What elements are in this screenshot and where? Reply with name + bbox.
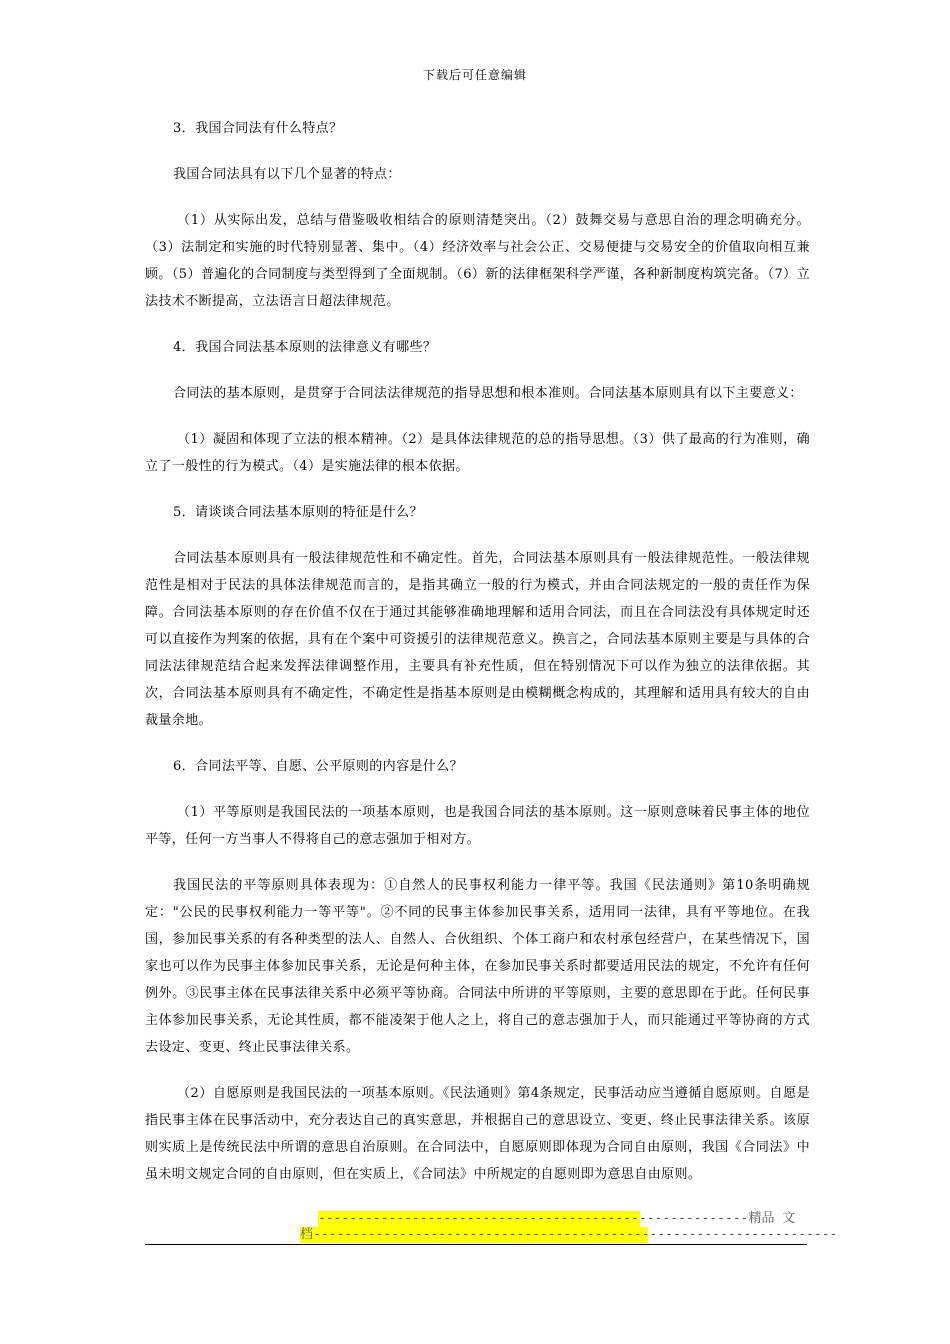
document-body	[145, 115, 810, 1207]
page-header: 下载后可任意编辑	[422, 68, 527, 82]
question-4: 4．我国合同法基本原则的法律意义有哪些？	[173, 340, 437, 355]
answer-3-list: （1）从实际出发，总结与借鉴吸收相结合的原则清楚突出。（2）鼓舞交易与意思自治的理念明确充分。（3）法制定和实施的时代特别显著、集中。（4）经济效率与社会公正、交易便捷与交易安全的价值取向相互兼顾。（5）普遍化的合同制度与类型得到了全面规制。（6）新的法律框架科学严谨，各种新制度构筑完备。（7）立法技术不断提高，立法语言日超法律规范。	[145, 213, 810, 309]
answer-5: 合同法基本原则具有一般法律规范性和不确定性。首先，合同法基本原则具有一般法律规范性。一般法律规范性是相对于民法的具体法律规范而言的，是指其确立一般的行为模式，并由合同法规定的一般的责任作为保障。合同法基本原则的存在价值不仅在于通过其能够准确地理解和适用合同法，而且在合同法没有具体规定时还可以直接作为判案的依据，具有在个案中可资援引的法律规范意义。换言之，合同法基本原则主要是与具体的合同法法律规范结合起来发挥法律调整作用，主要具有补充性质，但在特别情况下可以作为独立的法律依据。其次，合同法基本原则具有不确定性，不确定性是指基本原则是由模糊概念构成的，其理解和适用具有较大的自由裁量余地。	[145, 551, 810, 728]
answer-3-intro: 我国合同法具有以下几个显著的特点：	[173, 167, 401, 182]
answer-4-intro: 合同法的基本原则，是贯穿于合同法法律规范的指导思想和根本准则。合同法基本原则具有以下主要意义：	[173, 386, 803, 401]
question-5: 5．请谈谈合同法基本原则的特征是什么？	[173, 505, 423, 520]
footer-line-1: -------------------------------------------------------精品 文	[318, 1211, 796, 1226]
answer-6-equality-detail: 我国民法的平等原则具体表现为：①自然人的民事权利能力一律平等。我国《民法通则》第10条明确规定："公民的民事权利能力一等平等"。②不同的民事主体参加民事关系，适用同一法律，具有平等地位。在我国，参加民事关系的有各种类型的法人、自然人、合伙组织、个体工商户和农村承包经营户，在某些情况下，国家也可以作为民事主体参加民事关系，无论是何种主体，在参加民事关系时都要适用民法的规定，不允许有任何例外。③民事主体在民事法律关系中必须平等协商。合同法中所讲的平等原则，主要的意思即在于此。任何民事主体参加民事关系，无论其性质，都不能凌架于他人之上，将自己的意志强加于人，而只能通过平等协商的方式去设定、变更、终止民事法律关系。	[145, 878, 810, 1055]
answer-4-list: （1）凝固和体现了立法的根本精神。（2）是具体法律规范的总的指导思想。（3）供了最高的行为准则，确立了一般性的行为模式。（4）是实施法律的根本依据。	[145, 432, 810, 474]
question-6: 6．合同法平等、自愿、公平原则的内容是什么？	[173, 759, 464, 774]
footer-watermark	[300, 1211, 838, 1243]
footer-line-2: 档-------------------------------------------------------------------	[300, 1227, 838, 1242]
footer-divider	[145, 1244, 807, 1245]
answer-6-equality: （1）平等原则是我国民法的一项基本原则，也是我国合同法的基本原则。这一原则意味着民事主体的地位平等，任何一方当事人不得将自己的意志强加于相对方。	[145, 805, 810, 847]
answer-6-voluntary: （2）自愿原则是我国民法的一项基本原则。《民法通则》第4条规定，民事活动应当遵循自愿原则。自愿是指民事主体在民事活动中，充分表达自己的真实意思，并根据自己的意思设立、变更、终止民事法律关系。该原则实质上是传统民法中所谓的意思自治原则。在合同法中，自愿原则即体现为合同自由原则，我国《合同法》中虽未明文规定合同的自由原则，但在实质上，《合同法》中所规定的自愿则即为意思自由原则。	[145, 1086, 810, 1182]
question-3: 3．我国合同法有什么特点？	[173, 121, 343, 136]
